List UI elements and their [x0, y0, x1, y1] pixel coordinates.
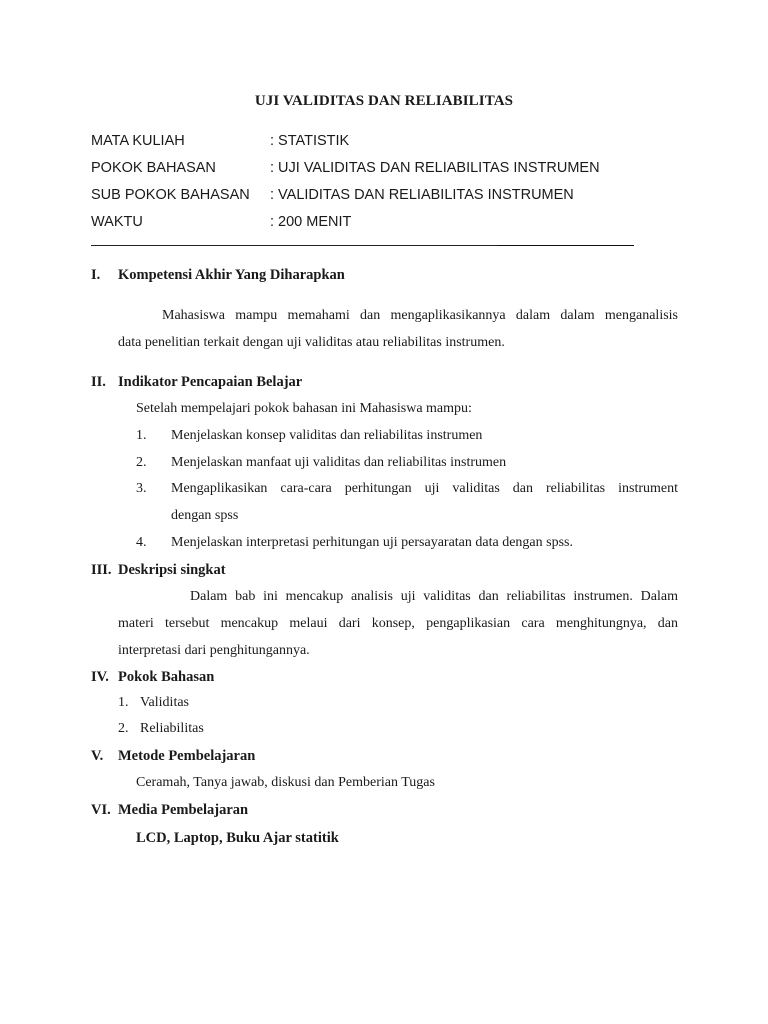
metode-text: Ceramah, Tanya jawab, diskusi dan Pemberian Tugas	[136, 775, 435, 790]
section-title: Pokok Bahasan	[118, 669, 215, 685]
section-number: V.	[91, 748, 104, 764]
list-item-continuation: dengan spss	[171, 508, 239, 523]
document-title: UJI VALIDITAS DAN RELIABILITAS	[254, 93, 514, 109]
meta-key: WAKTU	[91, 214, 143, 230]
section-title: Kompetensi Akhir Yang Diharapkan	[118, 267, 345, 283]
meta-value: : 200 MENIT	[270, 214, 352, 230]
list-item-number: 2.	[118, 721, 129, 736]
section-title: Deskripsi singkat	[118, 562, 226, 578]
list-item-number: 3.	[136, 481, 147, 496]
meta-value: : UJI VALIDITAS DAN RELIABILITAS INSTRUMEN	[270, 160, 600, 176]
deskripsi-line-2: materi tersebut mencakup melaui dari konsep, pengaplikasian cara menghitungnya, dan	[118, 616, 678, 631]
list-item-number: 1.	[118, 695, 129, 710]
meta-key: POKOK BAHASAN	[91, 160, 216, 176]
list-item-number: 2.	[136, 455, 147, 470]
section-number: II.	[91, 374, 106, 390]
section-title: Indikator Pencapaian Belajar	[118, 374, 303, 390]
meta-value: : VALIDITAS DAN RELIABILITAS INSTRUMEN	[270, 187, 574, 203]
list-item-number: 1.	[136, 428, 147, 443]
deskripsi-line-3: interpretasi dari penghitungannya.	[118, 643, 310, 658]
list-item: Mengaplikasikan cara-cara perhitungan uji validitas dan reliabilitas instrument	[171, 481, 678, 496]
kompetensi-line-2: data penelitian terkait dengan uji validitas atau reliabilitas instrumen.	[118, 335, 505, 350]
list-item: Validitas	[140, 695, 189, 710]
list-item-number: 4.	[136, 535, 147, 550]
list-item: Menjelaskan manfaat uji validitas dan reliabilitas instrumen	[171, 455, 507, 470]
horizontal-divider	[91, 245, 634, 246]
kompetensi-line-1: Mahasiswa mampu memahami dan mengaplikasikannya dalam dalam menganalisis	[162, 308, 678, 323]
deskripsi-line-1: Dalam bab ini mencakup analisis uji validitas dan reliabilitas instrumen. Dalam	[190, 589, 678, 604]
meta-key: MATA KULIAH	[91, 133, 185, 149]
media-text: LCD, Laptop, Buku Ajar statitik	[136, 830, 339, 846]
section-number: I.	[91, 267, 101, 283]
meta-key: SUB POKOK BAHASAN	[91, 187, 250, 203]
indikator-intro: Setelah mempelajari pokok bahasan ini Mahasiswa mampu:	[136, 401, 472, 416]
section-title: Media Pembelajaran	[118, 802, 249, 818]
section-title: Metode Pembelajaran	[118, 748, 256, 764]
section-number: VI.	[91, 802, 111, 818]
list-item: Reliabilitas	[140, 721, 204, 736]
list-item: Menjelaskan interpretasi perhitungan uji persayaratan data dengan spss.	[171, 535, 573, 550]
meta-value: : STATISTIK	[270, 133, 350, 149]
section-number: IV.	[91, 669, 109, 685]
section-number: III.	[91, 562, 112, 578]
list-item: Menjelaskan konsep validitas dan reliabilitas instrumen	[171, 428, 483, 443]
